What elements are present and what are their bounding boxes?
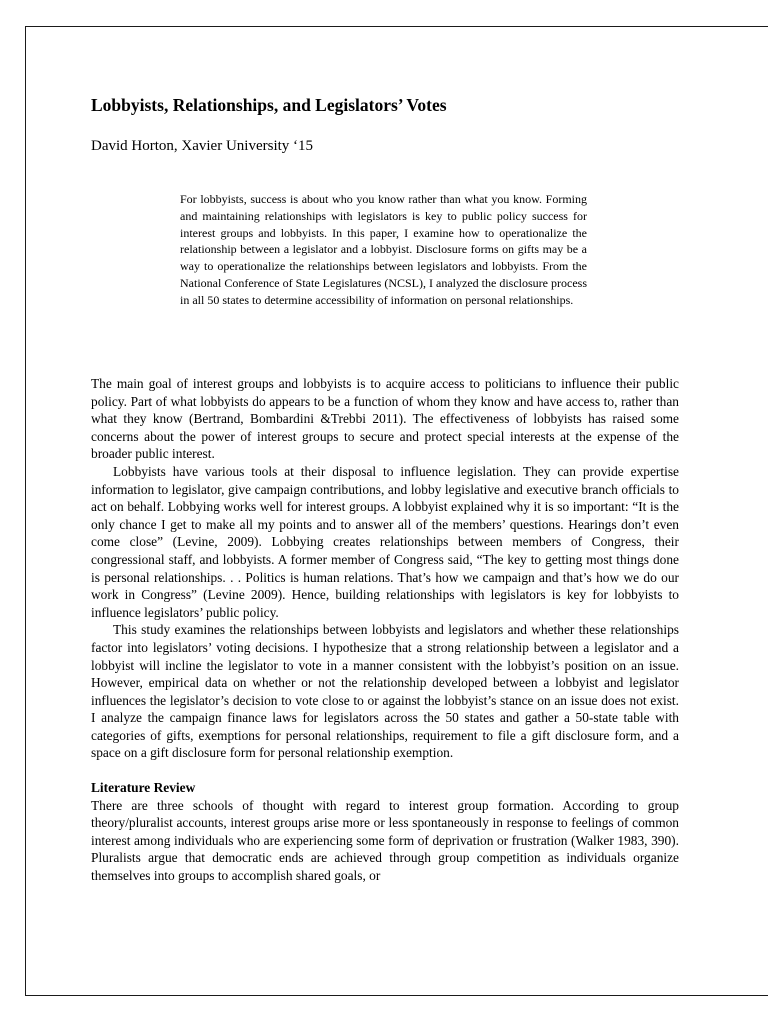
paper-title: Lobbyists, Relationships, and Legislators’ Votes xyxy=(91,95,447,115)
body-paragraph-intro: The main goal of interest groups and lobbyists is to acquire access to politicians to influence their public policy. Part of what lobbyists do appears to be a function of whom they know and have access to, rather than what they know (Bertrand, Bombardini &Trebbi 2011). The effectiveness of lobbyists has raised some concerns about the power of interest groups to secure and protect special interests at the expense of the broader public interest. xyxy=(91,376,679,462)
author-line: David Horton, Xavier University ‘15 xyxy=(91,138,314,154)
section-heading-literature-review: Literature Review xyxy=(91,780,196,796)
literature-review-paragraph: There are three schools of thought with regard to interest group formation. According to group theory/pluralist accounts, interest groups arise more or less spontaneously in response to feelings of common interest among individuals who are experiencing some form of deprivation or frustration (Walker 1983, 390). Pluralists argue that democratic ends are achieved through group competition as individuals organize themselves into groups to accomplish shared goals, or xyxy=(91,797,679,884)
body-text xyxy=(91,375,679,885)
abstract: For lobbyists, success is about who you know rather than what you know. Forming and maintaining relationships with legislators is key to public policy success for interest groups and lobbyists. In this paper, I examine how to operationalize the relationship between a legislator and a lobbyist. Disclosure forms on gifts may be a way to operationalize the relationships between legislators and lobbyists. From the National Conference of State Legislatures (NCSL), I analyzed the disclosure process in all 50 states to determine accessibility of information on personal relationships. xyxy=(180,192,587,307)
body-paragraph-tools: Lobbyists have various tools at their disposal to influence legislation. They can provide expertise information to legislator, give campaign contributions, and lobby legislative and executive branch officials to act on behalf. Lobbying works well for interest groups. A lobbyist explained why it is so important: “It is the only chance I get to make all my points and to answer all of the members’ questions. Hearings don’t even come close” (Levine, 2009). Lobbying creates relationships between members of Congress, their congressional staff, and lobbyists. A former member of Congress said, “The key to getting most things done is personal relationships. . . Politics is human relations. That’s how we campaign and that’s how we do our work in Congress” (Levine 2009). Hence, building relationships with legislators is key for lobbyists to influence legislators’ public policy. xyxy=(91,463,679,620)
body-paragraph-study: This study examines the relationships between lobbyists and legislators and whether these relationships factor into legislators’ voting decisions. I hypothesize that a strong relationship between a legislator and a lobbyist will incline the legislator to vote in a manner consistent with the lobbyist’s position on an issue. However, empirical data on whether or not the relationship developed between a lobbyist and legislator influences the legislator’s decision to vote close to or against the lobbyist’s stance on an issue does not exist. I analyze the campaign finance laws for legislators across the 50 states and gather a 50-state table with categories of gifts, exemptions for personal relationships, requirement to file a gift disclosure form, and a space on a gift disclosure form for personal relationship exemption. xyxy=(91,622,679,761)
